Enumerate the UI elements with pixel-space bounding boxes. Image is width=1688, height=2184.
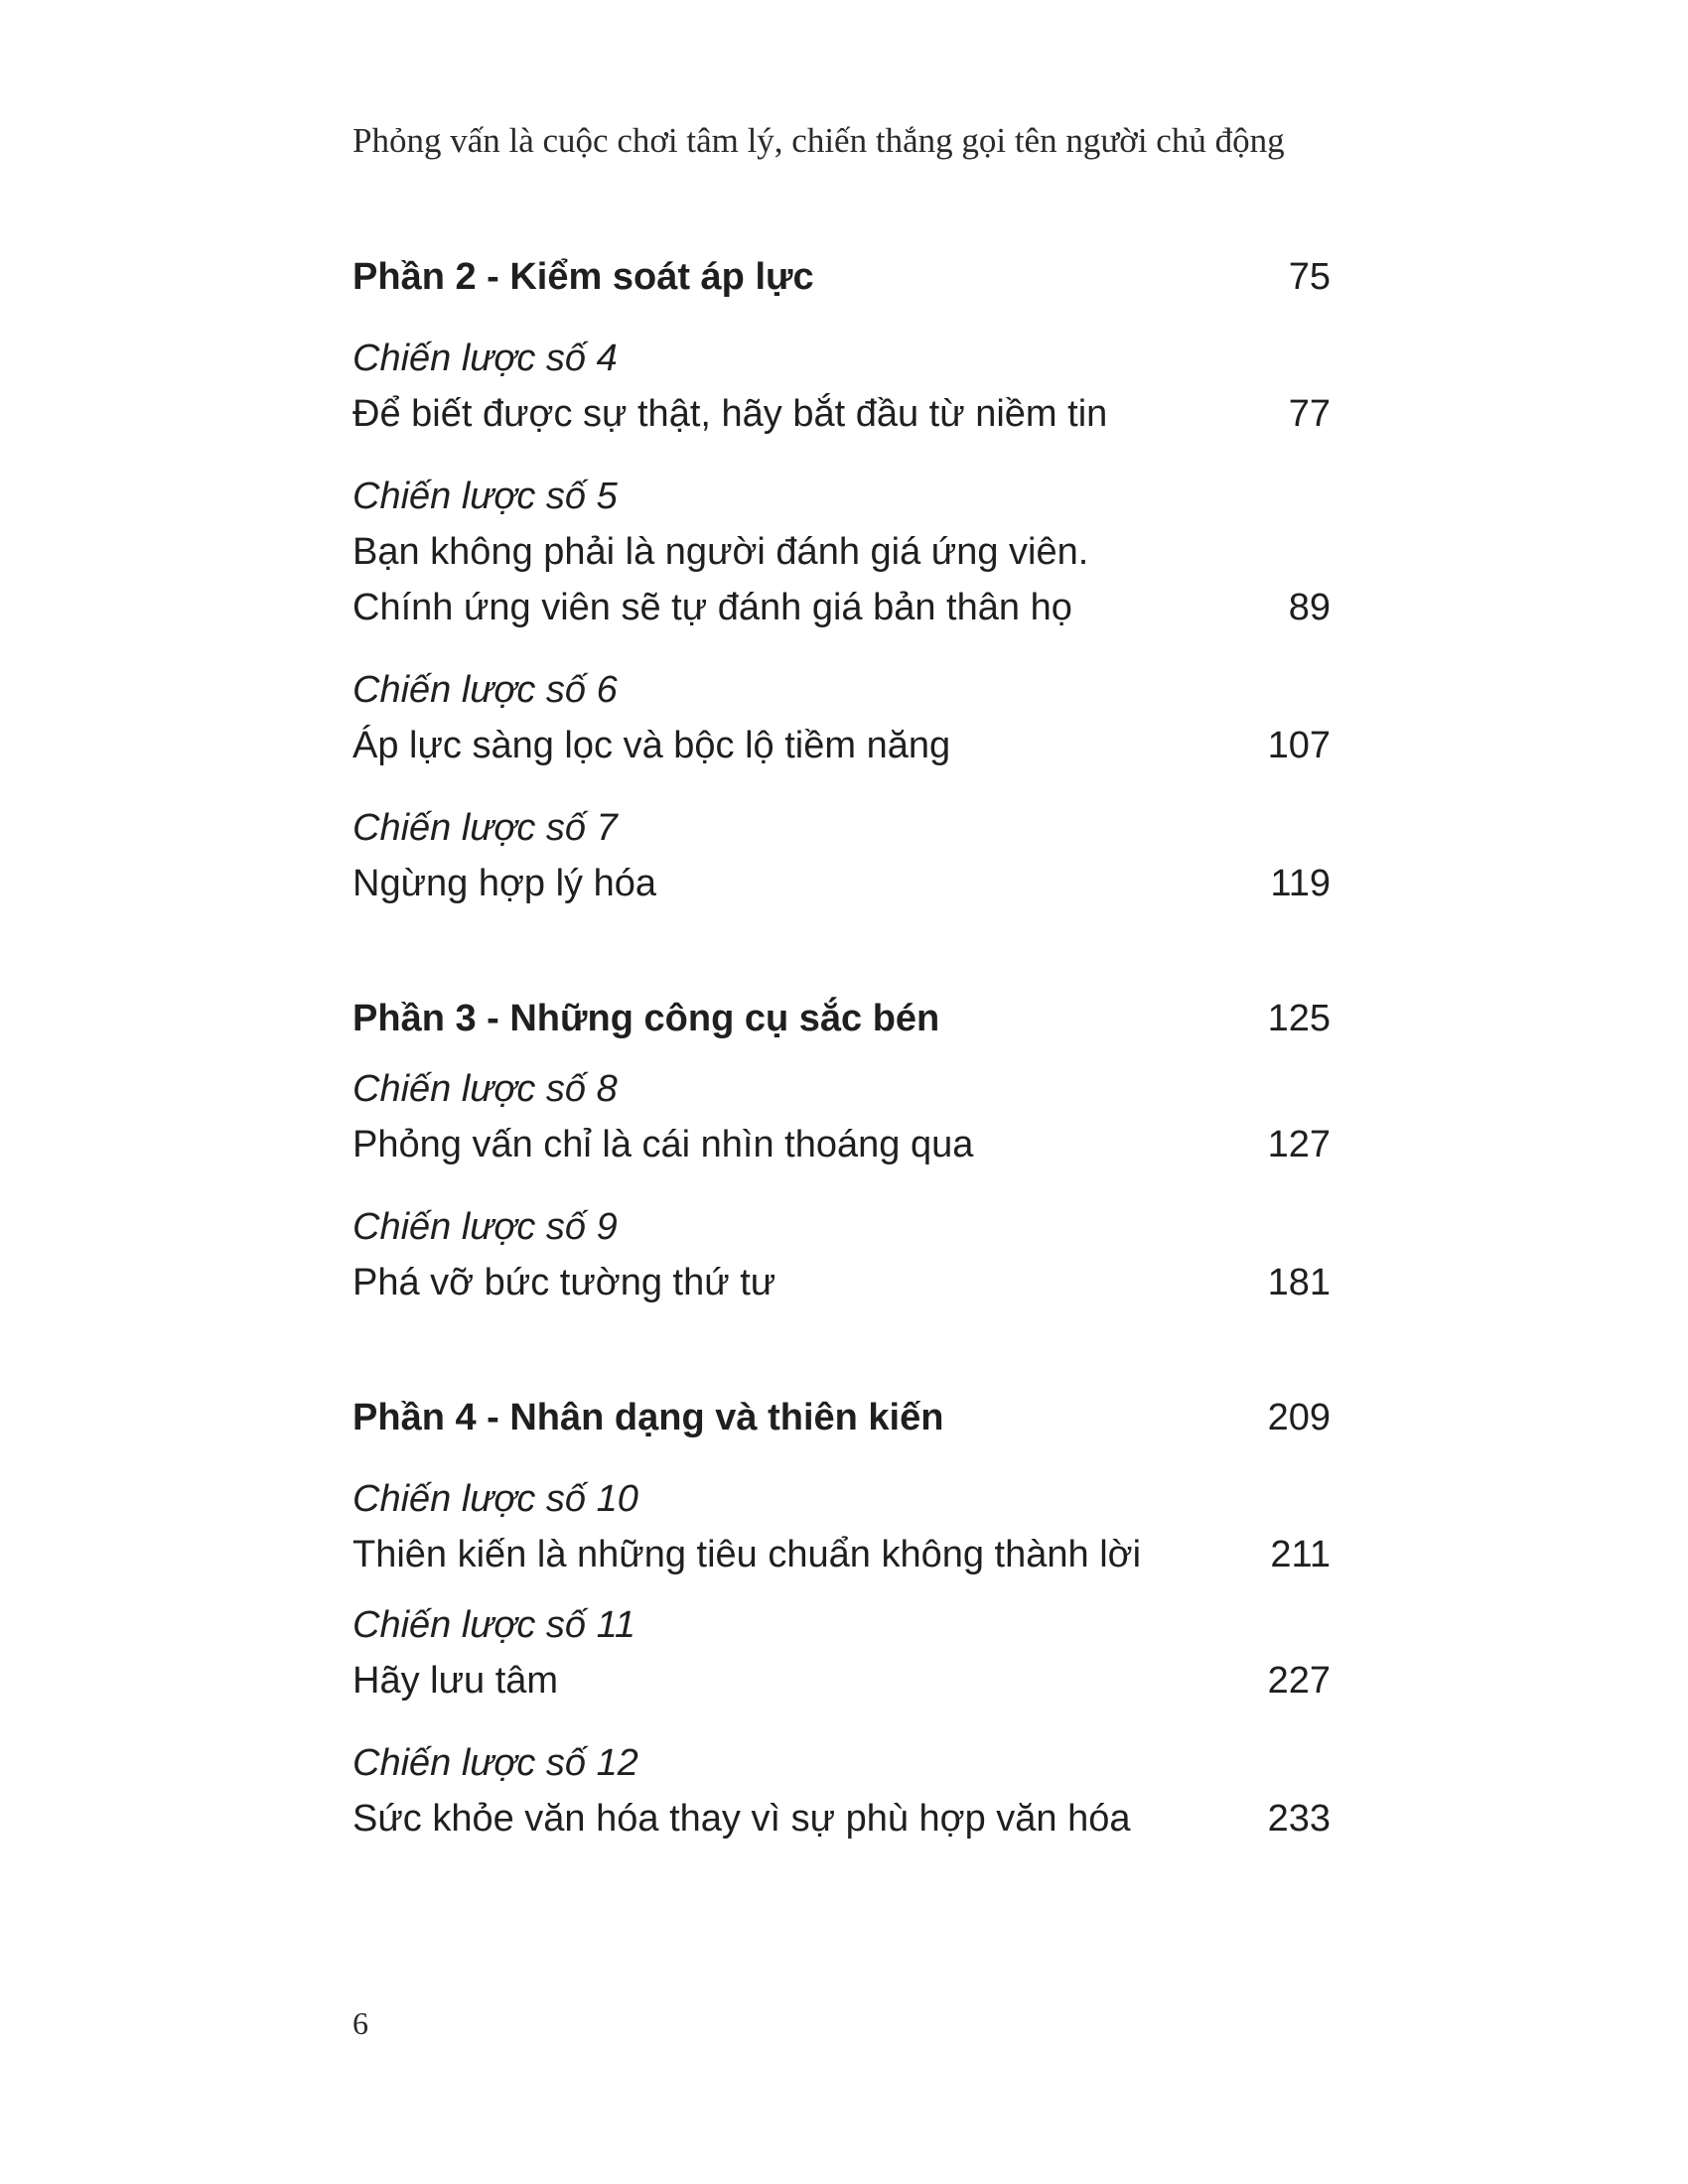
toc-entry-4	[352, 393, 1331, 436]
running-header: Phỏng vấn là cuộc chơi tâm lý, chiến thắng gọi tên người chủ động	[352, 121, 1285, 160]
toc-part-2	[352, 256, 1331, 299]
page-number: 75	[1288, 256, 1331, 298]
toc-entry-8	[352, 1124, 1331, 1166]
page-number: 211	[1270, 1534, 1331, 1575]
entry-title: Áp lực sàng lọc và bộc lộ tiềm năng	[352, 725, 951, 766]
toc-entry-12	[352, 1798, 1331, 1841]
page-number: 181	[1267, 1262, 1331, 1303]
strategy-label-7: Chiến lược số 7	[352, 807, 618, 849]
toc-part-3	[352, 998, 1331, 1040]
entry-title: Hãy lưu tâm	[352, 1660, 559, 1702]
page-number: 227	[1267, 1660, 1331, 1702]
toc-entry-6	[352, 725, 1331, 767]
part-title: Phần 2 - Kiểm soát áp lực	[352, 256, 814, 298]
toc-entry-7	[352, 863, 1331, 905]
page-number: 77	[1288, 393, 1331, 435]
strategy-label-10: Chiến lược số 10	[352, 1478, 638, 1520]
strategy-label-11: Chiến lược số 11	[352, 1604, 636, 1646]
strategy-label-8: Chiến lược số 8	[352, 1068, 618, 1110]
strategy-label-4: Chiến lược số 4	[352, 338, 618, 379]
strategy-label-6: Chiến lược số 6	[352, 669, 618, 711]
toc-entry-5	[352, 587, 1331, 629]
toc-entry-10	[352, 1534, 1331, 1576]
entry-title: Sức khỏe văn hóa thay vì sự phù hợp văn hóa	[352, 1798, 1131, 1840]
entry-title: Thiên kiến là những tiêu chuẩn không thành lời	[352, 1534, 1142, 1575]
strategy-label-5: Chiến lược số 5	[352, 476, 618, 517]
page-number: 127	[1267, 1124, 1331, 1165]
part-title: Phần 4 - Nhân dạng và thiên kiến	[352, 1397, 944, 1438]
entry-title: Phỏng vấn chỉ là cái nhìn thoáng qua	[352, 1124, 974, 1165]
page-number: 233	[1267, 1798, 1331, 1840]
page-number: 125	[1267, 998, 1331, 1039]
entry-title: Để biết được sự thật, hãy bắt đầu từ niềm tin	[352, 393, 1108, 435]
toc-entry-9	[352, 1262, 1331, 1304]
strategy-label-12: Chiến lược số 12	[352, 1742, 638, 1784]
page-folio: 6	[352, 2005, 368, 2041]
entry-title: Ngừng hợp lý hóa	[352, 863, 656, 904]
page-number: 119	[1270, 863, 1331, 904]
toc-entry-11	[352, 1660, 1331, 1703]
strategy-label-9: Chiến lược số 9	[352, 1206, 618, 1248]
entry-title-line-1: Bạn không phải là người đánh giá ứng viên.	[352, 531, 1089, 573]
toc-part-4	[352, 1397, 1331, 1439]
part-title: Phần 3 - Những công cụ sắc bén	[352, 998, 940, 1039]
page-number: 107	[1267, 725, 1331, 766]
page-number: 209	[1267, 1397, 1331, 1438]
entry-title: Phá vỡ bức tường thứ tư	[352, 1262, 776, 1303]
entry-title-line-2: Chính ứng viên sẽ tự đánh giá bản thân họ	[352, 587, 1072, 628]
page-number: 89	[1288, 587, 1331, 628]
